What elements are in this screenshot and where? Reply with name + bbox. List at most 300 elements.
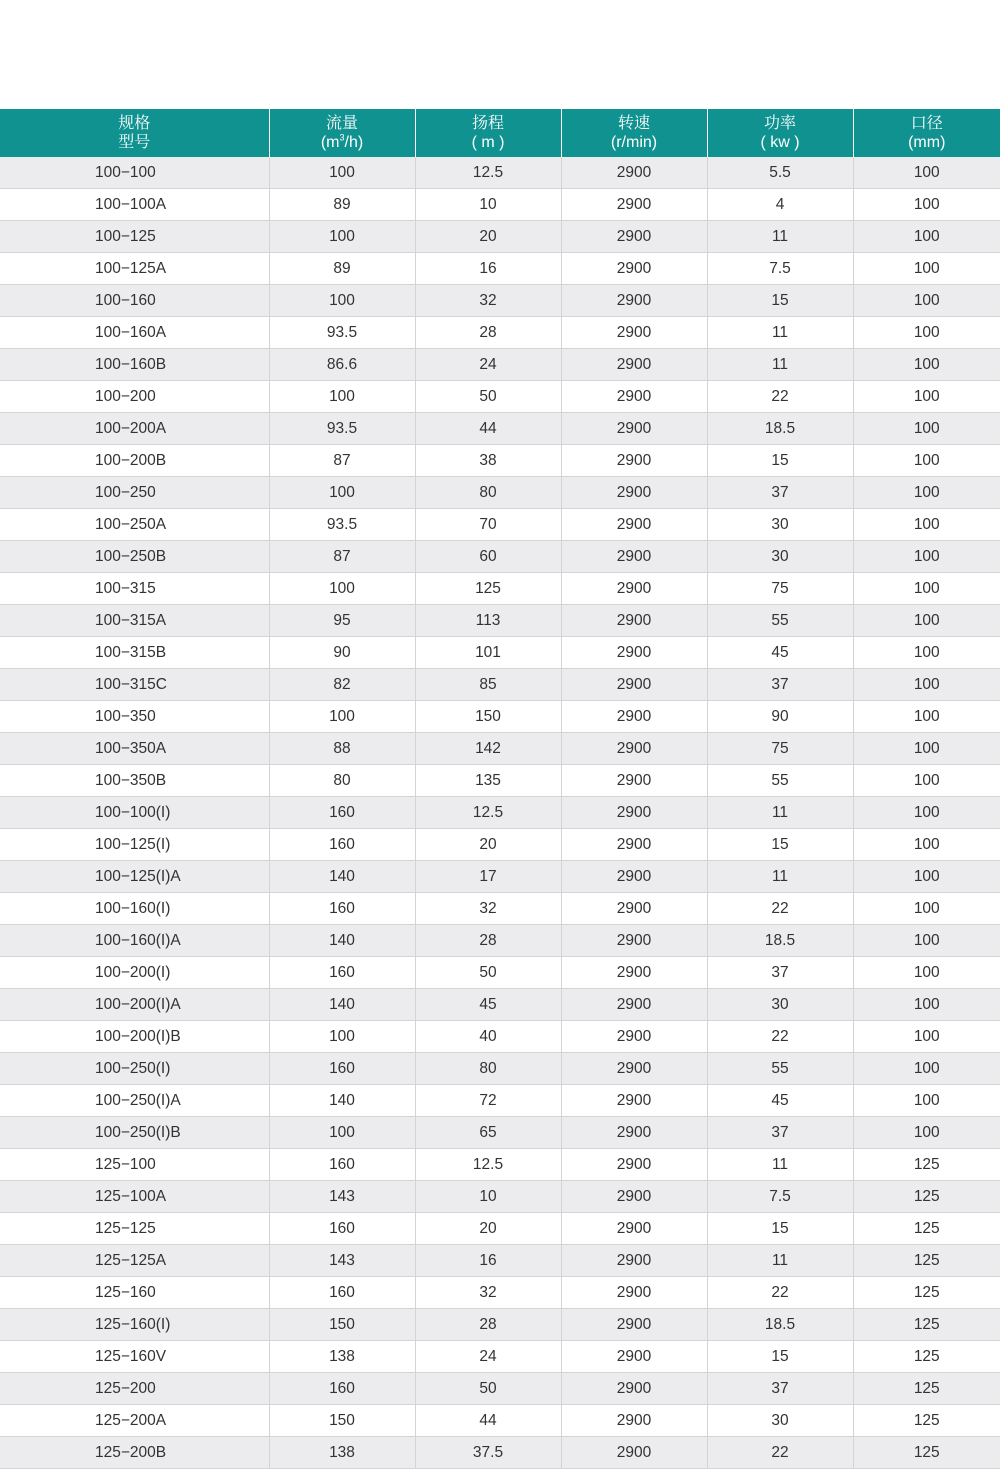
cell-speed: 2900 xyxy=(561,381,707,413)
header-diameter-line2: (mm) xyxy=(854,133,1000,152)
cell-speed: 2900 xyxy=(561,893,707,925)
cell-head: 10 xyxy=(415,189,561,221)
table-row xyxy=(0,1149,1000,1181)
cell-model: 100−200(I)A xyxy=(0,989,269,1021)
cell-flow: 88 xyxy=(269,733,415,765)
cell-diameter: 100 xyxy=(853,413,1000,445)
cell-diameter: 100 xyxy=(853,797,1000,829)
cell-power: 15 xyxy=(707,1213,853,1245)
table-row xyxy=(0,1117,1000,1149)
cell-power: 11 xyxy=(707,797,853,829)
table-row xyxy=(0,1213,1000,1245)
table-row xyxy=(0,1277,1000,1309)
cell-model: 100−125 xyxy=(0,221,269,253)
cell-diameter: 100 xyxy=(853,253,1000,285)
header-speed-line2: (r/min) xyxy=(562,133,707,152)
cell-power: 11 xyxy=(707,1149,853,1181)
cell-power: 30 xyxy=(707,541,853,573)
cell-power: 18.5 xyxy=(707,1309,853,1341)
cell-power: 55 xyxy=(707,765,853,797)
cell-head: 32 xyxy=(415,285,561,317)
cell-flow: 89 xyxy=(269,189,415,221)
cell-model: 100−250(I)A xyxy=(0,1085,269,1117)
cell-diameter: 100 xyxy=(853,605,1000,637)
cell-speed: 2900 xyxy=(561,445,707,477)
cell-flow: 160 xyxy=(269,893,415,925)
cell-flow: 90 xyxy=(269,637,415,669)
cell-model: 100−250 xyxy=(0,477,269,509)
cell-diameter: 100 xyxy=(853,1053,1000,1085)
cell-power: 15 xyxy=(707,1341,853,1373)
cell-power: 30 xyxy=(707,989,853,1021)
cell-flow: 140 xyxy=(269,861,415,893)
cell-flow: 80 xyxy=(269,765,415,797)
table-row xyxy=(0,765,1000,797)
cell-speed: 2900 xyxy=(561,1085,707,1117)
table-row xyxy=(0,829,1000,861)
cell-power: 22 xyxy=(707,1021,853,1053)
cell-speed: 2900 xyxy=(561,317,707,349)
cell-power: 45 xyxy=(707,1085,853,1117)
cell-flow: 93.5 xyxy=(269,317,415,349)
cell-power: 37 xyxy=(707,957,853,989)
cell-head: 80 xyxy=(415,1053,561,1085)
cell-diameter: 125 xyxy=(853,1309,1000,1341)
cell-flow: 100 xyxy=(269,285,415,317)
cell-speed: 2900 xyxy=(561,1277,707,1309)
cell-head: 45 xyxy=(415,989,561,1021)
cell-power: 18.5 xyxy=(707,413,853,445)
table-row xyxy=(0,509,1000,541)
cell-diameter: 100 xyxy=(853,381,1000,413)
cell-flow: 93.5 xyxy=(269,413,415,445)
cell-speed: 2900 xyxy=(561,157,707,189)
cell-model: 100−350 xyxy=(0,701,269,733)
cell-speed: 2900 xyxy=(561,797,707,829)
table-row xyxy=(0,413,1000,445)
cell-flow: 86.6 xyxy=(269,349,415,381)
cell-head: 12.5 xyxy=(415,797,561,829)
table-row xyxy=(0,1053,1000,1085)
cell-diameter: 100 xyxy=(853,445,1000,477)
header-diameter xyxy=(853,109,1000,157)
cell-speed: 2900 xyxy=(561,989,707,1021)
cell-head: 72 xyxy=(415,1085,561,1117)
table-row xyxy=(0,669,1000,701)
table-row xyxy=(0,733,1000,765)
cell-head: 150 xyxy=(415,701,561,733)
cell-flow: 150 xyxy=(269,1405,415,1437)
cell-head: 28 xyxy=(415,1309,561,1341)
header-flow-unit-sup: 3 xyxy=(339,133,344,143)
cell-power: 11 xyxy=(707,221,853,253)
table-row xyxy=(0,1021,1000,1053)
cell-model: 100−125(I)A xyxy=(0,861,269,893)
cell-head: 32 xyxy=(415,1277,561,1309)
header-power-line2: ( kw ) xyxy=(708,133,853,152)
header-power xyxy=(707,109,853,157)
cell-model: 125−160V xyxy=(0,1341,269,1373)
cell-flow: 160 xyxy=(269,1277,415,1309)
table-row xyxy=(0,1341,1000,1373)
header-flow xyxy=(269,109,415,157)
cell-head: 16 xyxy=(415,1245,561,1277)
cell-model: 125−125A xyxy=(0,1245,269,1277)
cell-power: 22 xyxy=(707,1277,853,1309)
cell-diameter: 100 xyxy=(853,637,1000,669)
cell-diameter: 125 xyxy=(853,1245,1000,1277)
table-row xyxy=(0,861,1000,893)
cell-diameter: 100 xyxy=(853,221,1000,253)
cell-head: 101 xyxy=(415,637,561,669)
table-row xyxy=(0,477,1000,509)
header-head-line2: ( m ) xyxy=(416,133,561,152)
cell-power: 11 xyxy=(707,1245,853,1277)
cell-model: 100−250(I) xyxy=(0,1053,269,1085)
table-row xyxy=(0,893,1000,925)
cell-speed: 2900 xyxy=(561,701,707,733)
table-row xyxy=(0,221,1000,253)
header-model xyxy=(0,109,269,157)
cell-flow: 100 xyxy=(269,381,415,413)
cell-head: 24 xyxy=(415,349,561,381)
cell-head: 113 xyxy=(415,605,561,637)
cell-diameter: 100 xyxy=(853,285,1000,317)
cell-flow: 100 xyxy=(269,157,415,189)
cell-model: 100−160 xyxy=(0,285,269,317)
cell-head: 20 xyxy=(415,221,561,253)
cell-diameter: 100 xyxy=(853,541,1000,573)
cell-model: 100−200(I) xyxy=(0,957,269,989)
cell-head: 50 xyxy=(415,1373,561,1405)
table-row xyxy=(0,797,1000,829)
cell-diameter: 125 xyxy=(853,1341,1000,1373)
cell-head: 50 xyxy=(415,381,561,413)
cell-diameter: 100 xyxy=(853,1085,1000,1117)
cell-speed: 2900 xyxy=(561,189,707,221)
header-head-line1: 扬程 xyxy=(416,114,561,133)
cell-speed: 2900 xyxy=(561,1309,707,1341)
table-row xyxy=(0,285,1000,317)
cell-flow: 87 xyxy=(269,541,415,573)
cell-diameter: 100 xyxy=(853,701,1000,733)
spec-table xyxy=(0,109,1000,1469)
cell-speed: 2900 xyxy=(561,925,707,957)
cell-power: 90 xyxy=(707,701,853,733)
cell-flow: 138 xyxy=(269,1341,415,1373)
cell-speed: 2900 xyxy=(561,1437,707,1469)
cell-model: 100−125(I) xyxy=(0,829,269,861)
cell-model: 100−200 xyxy=(0,381,269,413)
cell-power: 75 xyxy=(707,573,853,605)
table-row xyxy=(0,349,1000,381)
cell-speed: 2900 xyxy=(561,541,707,573)
table-row xyxy=(0,637,1000,669)
cell-head: 85 xyxy=(415,669,561,701)
cell-power: 7.5 xyxy=(707,1181,853,1213)
cell-speed: 2900 xyxy=(561,1341,707,1373)
cell-model: 125−100A xyxy=(0,1181,269,1213)
cell-diameter: 100 xyxy=(853,989,1000,1021)
cell-flow: 95 xyxy=(269,605,415,637)
table-row xyxy=(0,1309,1000,1341)
cell-speed: 2900 xyxy=(561,509,707,541)
cell-model: 100−315 xyxy=(0,573,269,605)
cell-head: 28 xyxy=(415,925,561,957)
header-model-line2: 型号 xyxy=(0,133,269,152)
cell-speed: 2900 xyxy=(561,1245,707,1277)
cell-model: 125−160 xyxy=(0,1277,269,1309)
cell-speed: 2900 xyxy=(561,1053,707,1085)
cell-power: 11 xyxy=(707,861,853,893)
cell-diameter: 100 xyxy=(853,861,1000,893)
cell-flow: 140 xyxy=(269,925,415,957)
cell-flow: 100 xyxy=(269,701,415,733)
header-model-line1: 规格 xyxy=(0,114,269,133)
header-head xyxy=(415,109,561,157)
cell-flow: 140 xyxy=(269,1085,415,1117)
cell-speed: 2900 xyxy=(561,1021,707,1053)
cell-head: 12.5 xyxy=(415,1149,561,1181)
cell-flow: 160 xyxy=(269,1053,415,1085)
cell-head: 65 xyxy=(415,1117,561,1149)
table-row xyxy=(0,1373,1000,1405)
cell-speed: 2900 xyxy=(561,669,707,701)
cell-flow: 100 xyxy=(269,477,415,509)
cell-flow: 138 xyxy=(269,1437,415,1469)
cell-power: 5.5 xyxy=(707,157,853,189)
cell-flow: 100 xyxy=(269,1117,415,1149)
table-row xyxy=(0,381,1000,413)
cell-power: 22 xyxy=(707,1437,853,1469)
cell-power: 11 xyxy=(707,349,853,381)
cell-flow: 100 xyxy=(269,573,415,605)
cell-model: 125−100 xyxy=(0,1149,269,1181)
cell-model: 100−250A xyxy=(0,509,269,541)
cell-power: 22 xyxy=(707,893,853,925)
cell-power: 15 xyxy=(707,829,853,861)
table-row xyxy=(0,1437,1000,1469)
cell-diameter: 125 xyxy=(853,1405,1000,1437)
cell-model: 125−160(I) xyxy=(0,1309,269,1341)
cell-power: 37 xyxy=(707,669,853,701)
cell-model: 100−200A xyxy=(0,413,269,445)
cell-flow: 150 xyxy=(269,1309,415,1341)
cell-diameter: 100 xyxy=(853,733,1000,765)
cell-speed: 2900 xyxy=(561,1405,707,1437)
cell-model: 100−100A xyxy=(0,189,269,221)
cell-speed: 2900 xyxy=(561,1117,707,1149)
cell-model: 125−200 xyxy=(0,1373,269,1405)
cell-diameter: 100 xyxy=(853,509,1000,541)
cell-power: 15 xyxy=(707,445,853,477)
cell-model: 125−125 xyxy=(0,1213,269,1245)
table-row xyxy=(0,157,1000,189)
cell-diameter: 125 xyxy=(853,1149,1000,1181)
cell-model: 100−160(I)A xyxy=(0,925,269,957)
cell-diameter: 100 xyxy=(853,349,1000,381)
cell-head: 50 xyxy=(415,957,561,989)
header-power-line1: 功率 xyxy=(708,114,853,133)
cell-model: 100−250(I)B xyxy=(0,1117,269,1149)
cell-head: 20 xyxy=(415,829,561,861)
table-body xyxy=(0,157,1000,1469)
cell-speed: 2900 xyxy=(561,349,707,381)
table-row xyxy=(0,925,1000,957)
table-row xyxy=(0,1181,1000,1213)
cell-diameter: 100 xyxy=(853,477,1000,509)
table-row xyxy=(0,1245,1000,1277)
cell-head: 16 xyxy=(415,253,561,285)
table-row xyxy=(0,701,1000,733)
cell-flow: 93.5 xyxy=(269,509,415,541)
cell-diameter: 100 xyxy=(853,957,1000,989)
cell-diameter: 125 xyxy=(853,1373,1000,1405)
cell-model: 100−160B xyxy=(0,349,269,381)
cell-flow: 160 xyxy=(269,1373,415,1405)
cell-speed: 2900 xyxy=(561,285,707,317)
cell-power: 55 xyxy=(707,605,853,637)
cell-flow: 143 xyxy=(269,1181,415,1213)
cell-model: 100−160(I) xyxy=(0,893,269,925)
cell-speed: 2900 xyxy=(561,765,707,797)
cell-model: 125−200A xyxy=(0,1405,269,1437)
cell-power: 11 xyxy=(707,317,853,349)
cell-speed: 2900 xyxy=(561,605,707,637)
cell-speed: 2900 xyxy=(561,477,707,509)
cell-speed: 2900 xyxy=(561,861,707,893)
cell-power: 55 xyxy=(707,1053,853,1085)
cell-power: 18.5 xyxy=(707,925,853,957)
cell-head: 44 xyxy=(415,1405,561,1437)
cell-diameter: 100 xyxy=(853,669,1000,701)
cell-diameter: 100 xyxy=(853,893,1000,925)
cell-model: 100−200B xyxy=(0,445,269,477)
cell-speed: 2900 xyxy=(561,1213,707,1245)
table-row xyxy=(0,1085,1000,1117)
cell-speed: 2900 xyxy=(561,733,707,765)
cell-head: 142 xyxy=(415,733,561,765)
cell-model: 100−250B xyxy=(0,541,269,573)
cell-speed: 2900 xyxy=(561,253,707,285)
cell-flow: 160 xyxy=(269,797,415,829)
cell-speed: 2900 xyxy=(561,1181,707,1213)
table-row xyxy=(0,605,1000,637)
cell-head: 17 xyxy=(415,861,561,893)
cell-speed: 2900 xyxy=(561,829,707,861)
cell-flow: 100 xyxy=(269,221,415,253)
cell-head: 28 xyxy=(415,317,561,349)
cell-head: 32 xyxy=(415,893,561,925)
header-speed-line1: 转速 xyxy=(562,114,707,133)
table-row xyxy=(0,189,1000,221)
cell-flow: 140 xyxy=(269,989,415,1021)
cell-flow: 160 xyxy=(269,1149,415,1181)
cell-diameter: 125 xyxy=(853,1213,1000,1245)
header-speed xyxy=(561,109,707,157)
cell-diameter: 100 xyxy=(853,189,1000,221)
cell-head: 40 xyxy=(415,1021,561,1053)
cell-head: 20 xyxy=(415,1213,561,1245)
cell-power: 22 xyxy=(707,381,853,413)
cell-model: 100−125A xyxy=(0,253,269,285)
table-header xyxy=(0,109,1000,157)
cell-model: 100−200(I)B xyxy=(0,1021,269,1053)
header-diameter-line1: 口径 xyxy=(854,114,1000,133)
cell-head: 12.5 xyxy=(415,157,561,189)
cell-model: 100−350A xyxy=(0,733,269,765)
cell-model: 100−160A xyxy=(0,317,269,349)
cell-diameter: 100 xyxy=(853,157,1000,189)
cell-speed: 2900 xyxy=(561,1373,707,1405)
cell-power: 45 xyxy=(707,637,853,669)
table-row xyxy=(0,573,1000,605)
cell-head: 80 xyxy=(415,477,561,509)
cell-diameter: 100 xyxy=(853,1021,1000,1053)
cell-flow: 143 xyxy=(269,1245,415,1277)
cell-model: 100−315C xyxy=(0,669,269,701)
cell-flow: 87 xyxy=(269,445,415,477)
cell-power: 4 xyxy=(707,189,853,221)
cell-head: 60 xyxy=(415,541,561,573)
cell-head: 24 xyxy=(415,1341,561,1373)
cell-power: 37 xyxy=(707,1117,853,1149)
cell-diameter: 100 xyxy=(853,925,1000,957)
header-flow-line1: 流量 xyxy=(270,114,415,133)
header-flow-line2 xyxy=(270,133,415,152)
cell-diameter: 100 xyxy=(853,765,1000,797)
cell-speed: 2900 xyxy=(561,637,707,669)
header-flow-unit-pre: (m xyxy=(321,134,340,151)
header-row xyxy=(0,109,1000,157)
cell-model: 100−315B xyxy=(0,637,269,669)
table-row xyxy=(0,957,1000,989)
cell-diameter: 125 xyxy=(853,1437,1000,1469)
cell-power: 7.5 xyxy=(707,253,853,285)
cell-head: 38 xyxy=(415,445,561,477)
cell-power: 37 xyxy=(707,477,853,509)
cell-flow: 160 xyxy=(269,1213,415,1245)
cell-power: 15 xyxy=(707,285,853,317)
cell-model: 100−100(I) xyxy=(0,797,269,829)
cell-head: 10 xyxy=(415,1181,561,1213)
cell-flow: 82 xyxy=(269,669,415,701)
cell-speed: 2900 xyxy=(561,957,707,989)
table-row xyxy=(0,1405,1000,1437)
cell-head: 37.5 xyxy=(415,1437,561,1469)
cell-diameter: 100 xyxy=(853,573,1000,605)
table-row xyxy=(0,317,1000,349)
cell-flow: 160 xyxy=(269,957,415,989)
table-row xyxy=(0,541,1000,573)
cell-head: 125 xyxy=(415,573,561,605)
cell-speed: 2900 xyxy=(561,1149,707,1181)
cell-power: 30 xyxy=(707,1405,853,1437)
cell-model: 100−100 xyxy=(0,157,269,189)
cell-model: 125−200B xyxy=(0,1437,269,1469)
cell-flow: 100 xyxy=(269,1021,415,1053)
cell-model: 100−315A xyxy=(0,605,269,637)
cell-power: 30 xyxy=(707,509,853,541)
cell-diameter: 125 xyxy=(853,1181,1000,1213)
cell-head: 135 xyxy=(415,765,561,797)
table-row xyxy=(0,989,1000,1021)
cell-model: 100−350B xyxy=(0,765,269,797)
cell-diameter: 100 xyxy=(853,317,1000,349)
cell-speed: 2900 xyxy=(561,221,707,253)
cell-speed: 2900 xyxy=(561,573,707,605)
cell-diameter: 100 xyxy=(853,1117,1000,1149)
